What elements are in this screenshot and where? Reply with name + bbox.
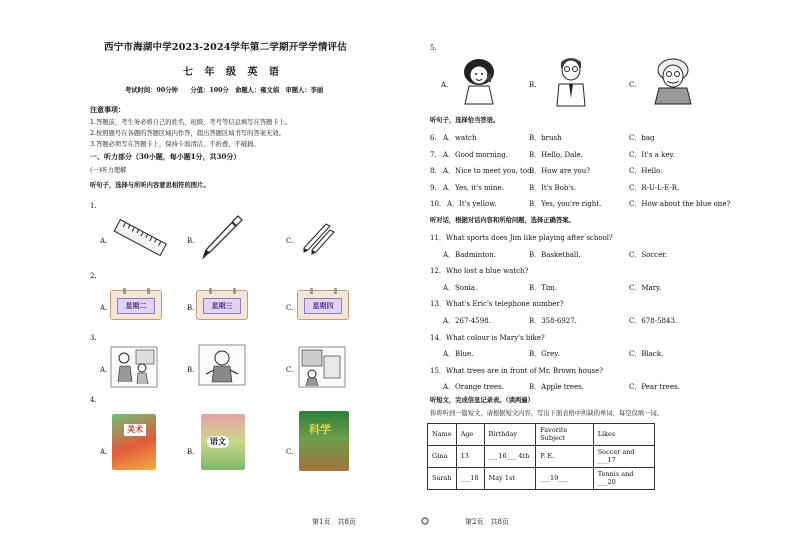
option-a: A．Blue. (443, 350, 474, 358)
option-label: C. (286, 366, 294, 374)
question-text: 15．What trees are in front of Mr. Brown house? (430, 367, 604, 375)
question-text: 14．What colour is Mary's bike? (430, 334, 545, 342)
option-a: A．267-4598. (443, 317, 491, 325)
question-number: 7. (430, 151, 437, 159)
table-header-cell: Favorite Subject (536, 424, 594, 446)
art-book-cover (112, 414, 156, 470)
ruler-icon (112, 218, 168, 258)
question-number: 1. (90, 202, 97, 210)
note-item: 3.答题必须写在答题卡上，保持卡面清洁、不折叠、不破损。 (90, 141, 260, 148)
option-b: B．Apple trees. (529, 383, 585, 391)
option-c: C．Black. (629, 350, 664, 358)
pen-icon (198, 212, 244, 262)
table-header-row (428, 424, 655, 446)
calendar-icon (297, 290, 349, 320)
option-c: C．bag (629, 134, 655, 142)
option-b: B．Yes, you're right. (529, 200, 602, 208)
option-a: A．Badminton. (443, 251, 496, 259)
passage-instruction: 你将听到一篇短文，请根据短文内容，写出下面表格中所缺的单词，每空仅填一词。 (430, 410, 663, 417)
option-b: B．How are you? (529, 167, 590, 175)
option-b: B．Grey. (529, 350, 560, 358)
option-c: C．678-5843. (629, 317, 678, 325)
room-scene-illustration (298, 346, 346, 388)
option-a: A．Sonia. (443, 284, 478, 292)
option-label: A. (100, 448, 108, 456)
option-c: C．Mary. (629, 284, 662, 292)
question-text: 11．What sports does Jim like playing after school? (430, 234, 613, 242)
option-label: B. (187, 366, 195, 374)
right-page (397, 0, 794, 550)
option-label: B. (187, 304, 195, 312)
option-b: B．It's Bob's. (529, 184, 577, 192)
option-a: A．watch (443, 134, 477, 142)
option-label: B. (529, 81, 537, 89)
people-scene-illustration (110, 346, 158, 388)
option-label: B. (187, 448, 195, 456)
blank-cell[interactable]: Soccer and ___17 (593, 446, 654, 468)
option-label: A. (100, 304, 108, 312)
pencils-icon (296, 220, 336, 256)
option-b: B．358-6927. (529, 317, 577, 325)
question-number: 2. (90, 272, 97, 280)
option-a: A．Orange trees. (443, 383, 504, 391)
option-b: B．Basketball. (529, 251, 581, 259)
answer-instruction: 听句子，选择恰当答语。 (430, 117, 500, 124)
note-item: 1.答题前，考生务必将自己的姓名、班级、考号等信息填写在答题卡上。 (90, 119, 292, 126)
calendar-day: 星期三 (203, 298, 241, 314)
info-table (427, 423, 655, 490)
table-row (428, 468, 655, 490)
exam-info: 考试时间：90分钟 分值：100分 命题人：雍文娟 审题人：李丽 (125, 87, 324, 94)
table-cell: Sarah (428, 468, 457, 490)
table-cell: Gina (428, 446, 457, 468)
table-header-cell: Likes (593, 424, 654, 446)
question-number: 3. (90, 334, 97, 342)
option-c: C．It's a key. (629, 151, 675, 159)
option-label: C. (286, 448, 294, 456)
table-cell: May 1st (484, 468, 536, 490)
option-c: C．Hello. (629, 167, 663, 175)
option-a: A．Good morning. (443, 151, 508, 159)
calendar-day: 星期二 (117, 298, 155, 314)
option-label: C. (286, 237, 294, 245)
blank-cell[interactable]: ___16___ 4th (484, 446, 536, 468)
note-item: 2.按照题号在各题的答题区域内作答，超出答题区域书写的答案无效。 (90, 130, 285, 137)
calendar-icon (196, 290, 248, 320)
notes-heading: 注意事项： (90, 105, 125, 114)
option-c: C．How about the blue one? (629, 200, 731, 208)
option-a: A．Nice to meet you, too. (443, 167, 534, 175)
option-a: A．It's yellow. (447, 200, 497, 208)
science-book-cover (299, 411, 349, 471)
passage-heading: 听短文，完成信息记录表。（读两遍） (430, 397, 534, 404)
calendar-icon (110, 290, 162, 320)
blank-cell[interactable]: ___19___ (536, 468, 594, 490)
option-b: B．Hello, Dale. (529, 151, 583, 159)
question-number: 8. (430, 167, 437, 175)
option-c: C．Pear trees. (629, 383, 680, 391)
part1-label: (一)听力理解 (90, 167, 127, 174)
girl-on-phone-illustration (455, 56, 505, 106)
option-label: A. (100, 237, 108, 245)
option-label: C. (286, 304, 294, 312)
question-number: 10. (430, 200, 442, 208)
book-title: 科学 (309, 423, 331, 436)
old-man-illustration (649, 56, 697, 106)
question-number: 5. (430, 44, 437, 52)
option-a: A．Yes, it's mine. (443, 184, 504, 192)
section1-heading: 一、听力部分（30小题，每小题1分，共30分） (90, 152, 241, 161)
table-header-cell: Birthday (484, 424, 536, 446)
option-label: A. (100, 366, 108, 374)
question-number: 6. (430, 134, 437, 142)
man-with-glasses-illustration (551, 54, 591, 108)
calendar-day: 星期四 (304, 298, 342, 314)
option-b: B．Tim. (529, 284, 557, 292)
table-header-cell: Age (456, 424, 484, 446)
book-title: 美术 (124, 424, 146, 436)
option-label: C. (629, 81, 637, 89)
option-b: B．brush (529, 134, 562, 142)
page-number: 第1页 共8页 (312, 518, 356, 526)
table-header-cell: Name (428, 424, 457, 446)
option-label: A. (441, 81, 449, 89)
chinese-book-cover (201, 414, 245, 470)
table-row (428, 446, 655, 468)
question-number: 4. (90, 396, 97, 404)
blank-cell[interactable]: Tennis and ___20 (593, 468, 654, 490)
blank-cell[interactable]: ___18 (456, 468, 484, 490)
page-number: 第2页 共8页 (465, 518, 509, 526)
section1-instruction: 听句子，选择与所听内容意思相符的图片。 (90, 182, 210, 189)
table-cell: 13 (456, 446, 484, 468)
option-c: C．Soccer. (629, 251, 668, 259)
book-title: 语文 (207, 436, 229, 448)
question-number: 9. (430, 184, 437, 192)
school-title: 西宁市海湖中学2023-2024学年第二学期开学学情评估 (104, 42, 347, 53)
dialog-instruction: 听对话，根据对话内容和所给问题，选择正确答案。 (430, 217, 575, 224)
subject-title: 七 年 级 英 语 (183, 67, 283, 78)
option-c: C．R-U-L-E-R. (629, 184, 680, 192)
question-text: 13．What's Eric's telephone number? (430, 300, 564, 308)
person-sketch-illustration (198, 344, 246, 386)
table-cell: P. E. (536, 446, 594, 468)
option-label: B. (187, 237, 195, 245)
question-text: 12．Who lost a blue watch? (430, 267, 529, 275)
